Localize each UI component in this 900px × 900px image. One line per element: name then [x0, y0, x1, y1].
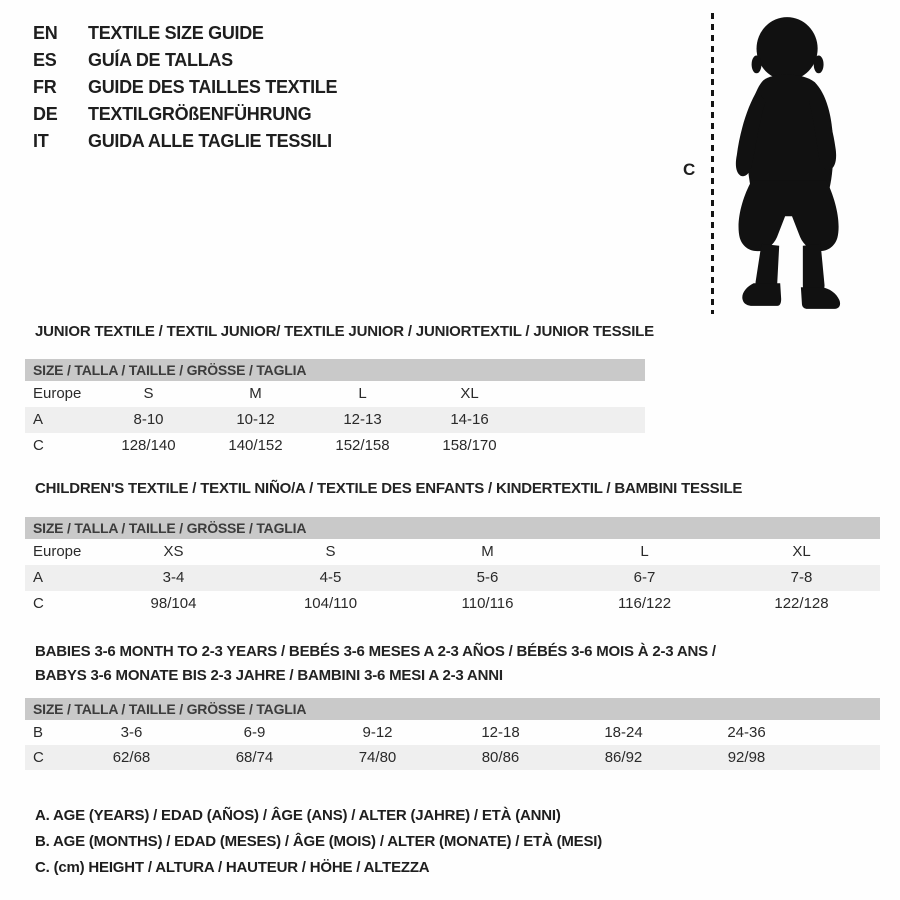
footnote-a: A. AGE (YEARS) / EDAD (AÑOS) / ÂGE (ANS) / ALTER (JAHRE) / ETÀ (ANNI): [35, 807, 561, 824]
table-cell: 12-18: [481, 724, 520, 741]
row-label: A: [33, 411, 44, 428]
table-cell: L: [358, 385, 367, 402]
row-label: Europe: [33, 543, 82, 560]
language-title: TEXTILE SIZE GUIDE: [88, 23, 264, 43]
section-heading-junior: JUNIOR TEXTILE / TEXTIL JUNIOR/ TEXTILE JUNIOR / JUNIORTEXTIL / JUNIOR TESSILE: [35, 323, 654, 340]
table-cell: 74/80: [358, 749, 397, 766]
footnote-b: B. AGE (MONTHS) / EDAD (MESES) / ÂGE (MOIS) / ALTER (MONATE) / ETÀ (MESI): [35, 833, 603, 850]
table-cell: M: [481, 543, 494, 560]
table-cell: 12-13: [343, 411, 382, 428]
table-cell: S: [325, 543, 336, 560]
table-cell: 6-7: [633, 569, 656, 586]
table-cell: 62/68: [112, 749, 151, 766]
language-row-es: [33, 47, 337, 74]
language-row-fr: [33, 74, 337, 101]
size-table-children: [25, 517, 880, 617]
footnote-c: C. (cm) HEIGHT / ALTURA / HAUTEUR / HÖHE / ALTEZZA: [35, 859, 430, 876]
table-cell: 18-24: [604, 724, 643, 741]
table-row-height: [25, 591, 880, 617]
table-row-height: [25, 745, 880, 770]
table-cell: XS: [163, 543, 184, 560]
section-heading-babies: BABIES 3-6 MONTH TO 2-3 YEARS / BEBÉS 3-6 MESES A 2-3 AÑOS / BÉBÉS 3-6 MOIS À 2-3 ANS / BABYS 3-6 MONATE BIS 2-3 JAHRE / BAMBINI 3-6 MESI A 2-3 ANNI: [35, 643, 716, 684]
table-cell: 6-9: [243, 724, 266, 741]
table-cell: 128/140: [121, 437, 176, 454]
row-label: C: [33, 749, 44, 766]
size-table-babies: [25, 698, 880, 770]
table-cell: XL: [792, 543, 811, 560]
toddler-silhouette-image: [724, 12, 862, 314]
language-code: IT: [33, 131, 49, 151]
table-cell: 104/110: [303, 595, 358, 612]
language-code: DE: [33, 104, 58, 124]
table-row-age-months: [25, 720, 880, 745]
language-title: TEXTILGRÖßENFÜHRUNG: [88, 104, 312, 124]
table-row-age: [25, 407, 645, 433]
row-label: C: [33, 437, 44, 454]
table-cell: 68/74: [235, 749, 274, 766]
table-cell: 80/86: [481, 749, 520, 766]
row-label: B: [33, 724, 44, 741]
table-cell: 92/98: [727, 749, 766, 766]
table-cell: 9-12: [362, 724, 393, 741]
language-code: FR: [33, 77, 57, 97]
language-row-en: [33, 20, 337, 47]
table-cell: 14-16: [450, 411, 489, 428]
table-cell: 158/170: [442, 437, 497, 454]
table-cell: L: [640, 543, 649, 560]
language-title: GUIDE DES TAILLES TEXTILE: [88, 77, 338, 97]
measure-label-c: C: [683, 160, 696, 179]
table-cell: 24-36: [727, 724, 766, 741]
table-cell: 7-8: [790, 569, 813, 586]
table-row-height: [25, 433, 645, 459]
row-label: A: [33, 569, 44, 586]
table-cell: M: [249, 385, 262, 402]
table-cell: 116/122: [617, 595, 672, 612]
height-measure-dotted-line: [711, 13, 714, 314]
table-cell: 86/92: [604, 749, 643, 766]
table-cell: 10-12: [236, 411, 275, 428]
section-heading-children: CHILDREN'S TEXTILE / TEXTIL NIÑO/A / TEXTILE DES ENFANTS / KINDERTEXTIL / BAMBINI TESSILE: [35, 480, 743, 497]
footnote-legend: [35, 803, 602, 881]
row-label: Europe: [33, 385, 82, 402]
language-code: EN: [33, 23, 58, 43]
language-row-it: [33, 128, 337, 155]
table-row-europe: [25, 539, 880, 565]
table-cell: XL: [460, 385, 479, 402]
table-cell: 152/158: [335, 437, 390, 454]
table-row-age: [25, 565, 880, 591]
table-cell: 122/128: [774, 595, 829, 612]
table-cell: 140/152: [228, 437, 283, 454]
table-header-bar: SIZE / TALLA / TAILLE / GRÖSSE / TAGLIA: [25, 359, 645, 381]
table-cell: 4-5: [319, 569, 342, 586]
table-cell: 110/116: [461, 595, 514, 612]
size-table-junior: [25, 359, 645, 459]
language-row-de: [33, 101, 337, 128]
table-cell: 3-4: [162, 569, 185, 586]
language-guide-list: [33, 20, 337, 155]
table-cell: 3-6: [120, 724, 143, 741]
language-title: GUIDA ALLE TAGLIE TESSILI: [88, 131, 332, 151]
table-cell: S: [143, 385, 154, 402]
table-row-europe: [25, 381, 645, 407]
language-title: GUÍA DE TALLAS: [88, 50, 233, 70]
table-header-bar: SIZE / TALLA / TAILLE / GRÖSSE / TAGLIA: [25, 698, 880, 720]
table-cell: 98/104: [150, 595, 197, 612]
language-code: ES: [33, 50, 57, 70]
table-cell: 8-10: [133, 411, 164, 428]
table-header-bar: SIZE / TALLA / TAILLE / GRÖSSE / TAGLIA: [25, 517, 880, 539]
row-label: C: [33, 595, 44, 612]
table-cell: 5-6: [476, 569, 499, 586]
